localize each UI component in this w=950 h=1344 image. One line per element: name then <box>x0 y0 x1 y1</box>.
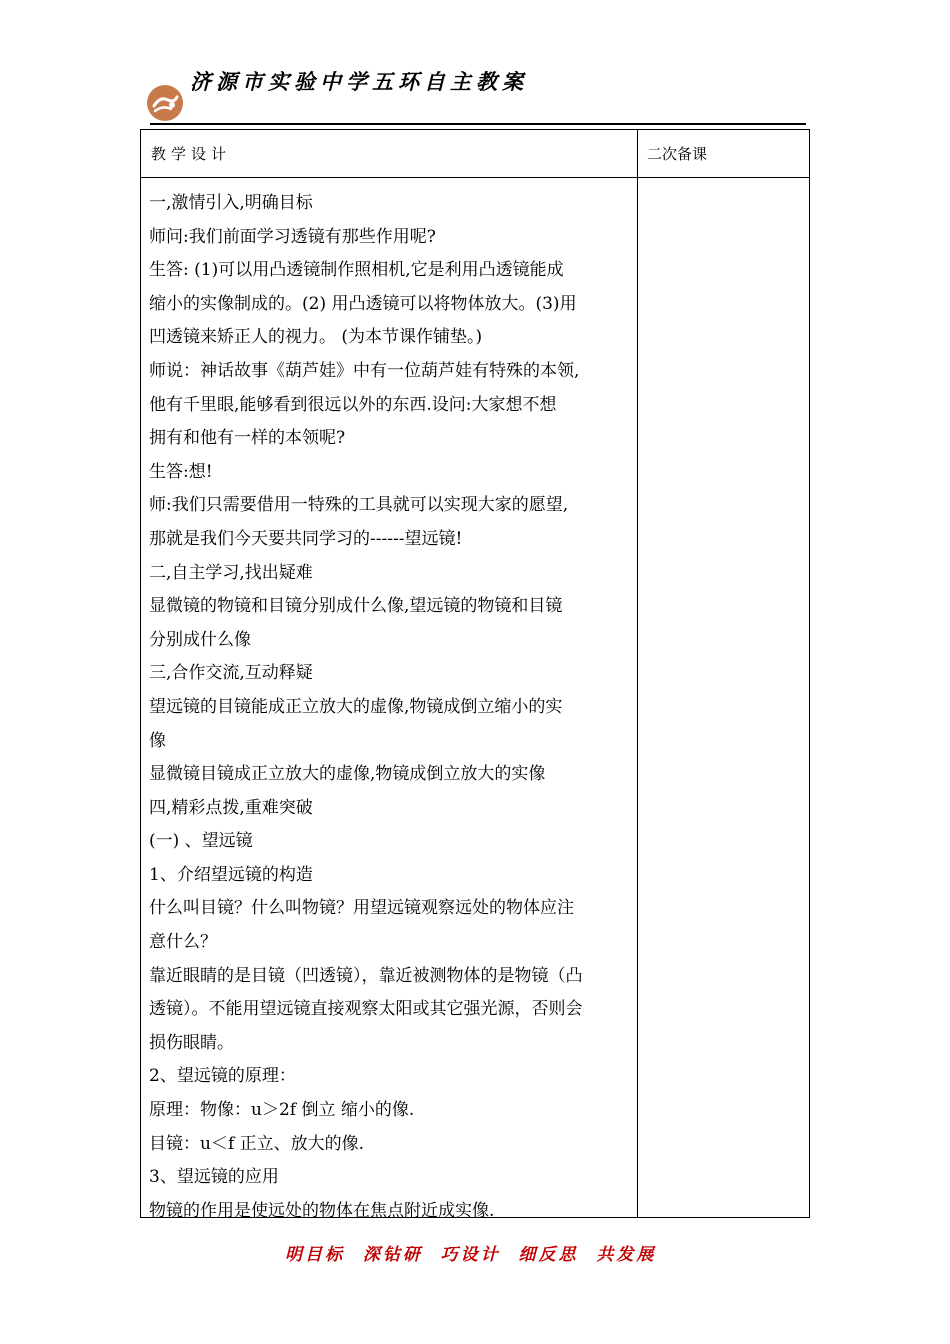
content-line: 缩小的实像制成的。(2) 用凸透镜可以将物体放大。(3)用 <box>149 293 577 314</box>
content-line: 目镜：u＜f 正立、放大的像. <box>149 1133 365 1154</box>
teaching-design-header: 教学设计 <box>151 145 232 163</box>
column-divider <box>637 130 638 1217</box>
content-line: 生答:想! <box>149 461 213 482</box>
content-line: 那就是我们今天要共同学习的------望远镜! <box>149 528 463 549</box>
header-rule <box>150 123 806 125</box>
content-line: 像 <box>149 730 166 751</box>
content-line: 四,精彩点拨,重难突破 <box>149 797 313 818</box>
content-line: 透镜）。不能用望远镜直接观察太阳或其它强光源，否则会 <box>149 999 583 1020</box>
content-line: 三,合作交流,互动释疑 <box>149 663 313 684</box>
header-row-divider <box>141 177 809 178</box>
second-prep-header: 二次备课 <box>647 145 708 163</box>
content-line: 什么叫目镜？什么叫物镜？用望远镜观察远处的物体应注 <box>149 898 574 919</box>
content-line: 生答: (1)可以用凸透镜制作照相机,它是利用凸透镜能成 <box>149 260 564 281</box>
content-line: 显微镜的物镜和目镜分别成什么像,望远镜的物镜和目镜 <box>149 596 563 617</box>
content-line: 2、望远镜的原理： <box>149 1066 296 1087</box>
content-line: 意什么？ <box>149 932 217 953</box>
content-line: 原理：物像：u＞2f 倒立 缩小的像. <box>149 1100 415 1121</box>
content-line: 师说：神话故事《葫芦娃》中有一位葫芦娃有特殊的本领, <box>149 360 580 381</box>
content-line: 他有千里眼,能够看到很远以外的东西.设问:大家想不想 <box>149 394 557 415</box>
content-line: 分别成什么像 <box>149 629 251 650</box>
header-title: 济源市实验中学五环自主教案 <box>190 69 528 94</box>
content-line: 损伤眼睛。 <box>149 1032 234 1053</box>
content-line: 靠近眼睛的是目镜（凹透镜），靠近被测物体的是物镜（凸 <box>149 965 583 986</box>
content-line: 二,自主学习,找出疑难 <box>149 562 313 583</box>
content-line: 凹透镜来矫正人的视力。 (为本节课作铺垫。) <box>149 327 483 348</box>
content-line: 显微镜目镜成正立放大的虚像,物镜成倒立放大的实像 <box>149 764 546 785</box>
teaching-design-content <box>149 187 633 1228</box>
content-line: 一,激情引入,明确目标 <box>149 193 313 213</box>
footer-motto: 明目标 深钻研 巧设计 细反思 共发展 <box>285 1245 657 1265</box>
content-line: (一) 、望远镜 <box>149 831 253 852</box>
content-line: 物镜的作用是使远处的物体在焦点附近成实像. <box>149 1200 495 1221</box>
lesson-table <box>140 129 810 1221</box>
school-logo-icon <box>146 84 184 122</box>
content-line: 1、介绍望远镜的构造 <box>149 864 313 885</box>
content-line: 望远镜的目镜能成正立放大的虚像,物镜成倒立缩小的实 <box>149 696 563 717</box>
content-line: 师:我们只需要借用一特殊的工具就可以实现大家的愿望, <box>149 495 569 516</box>
content-line: 师问:我们前面学习透镜有那些作用呢? <box>149 226 436 247</box>
content-line: 拥有和他有一样的本领呢? <box>149 428 346 449</box>
content-line: 3、望远镜的应用 <box>149 1167 279 1188</box>
